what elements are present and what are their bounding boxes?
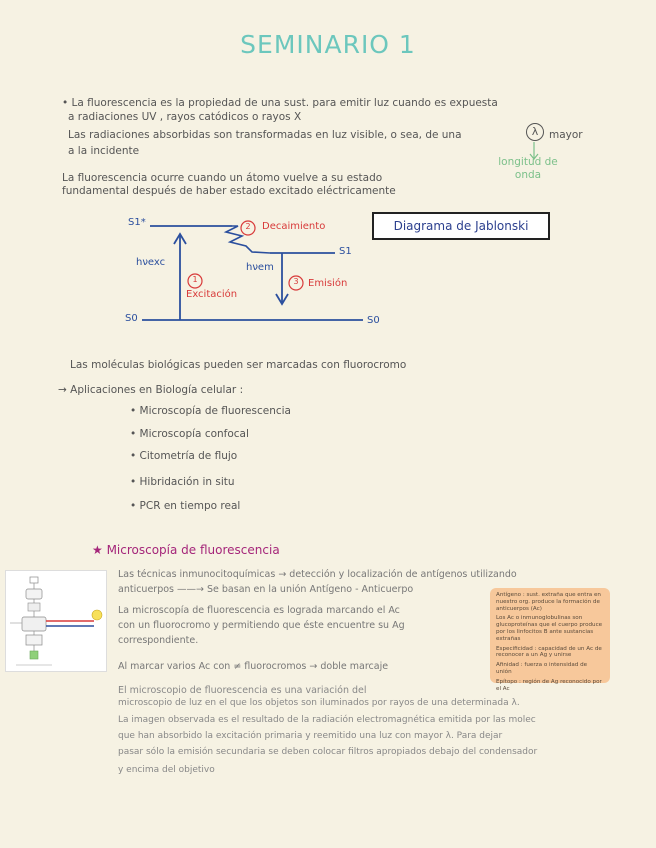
applications-item-4: • Hibridación in situ bbox=[130, 476, 235, 488]
applications-item-5: • PCR en tiempo real bbox=[130, 500, 241, 512]
intro-line-1: • La fluorescencia es la propiedad de una sust. para emitir luz cuando es expuesta bbox=[62, 97, 498, 109]
label-hv-exc: hνexc bbox=[136, 257, 166, 268]
note-line-5: Epítopo : región de Ag reconocido por el Ac bbox=[496, 678, 602, 692]
step-1-number: 1 bbox=[192, 275, 198, 284]
microscope-schematic bbox=[5, 570, 107, 672]
page-title: SEMINARIO 1 bbox=[240, 30, 416, 59]
step-3-label: Emisión bbox=[308, 278, 348, 289]
para-line-2: microscopio de luz en el que los objetos son iluminados por rayos de una determinada λ. bbox=[118, 698, 520, 708]
micro-line-5: correspondiente. bbox=[118, 635, 199, 646]
step-2-label: Decaimiento bbox=[262, 221, 326, 232]
applications-item-3: • Citometría de flujo bbox=[130, 450, 238, 462]
applications-header: → Aplicaciones en Biología celular : bbox=[58, 384, 244, 396]
note-line-2: Los Ac o inmunoglobulinas son glucoproteínas que el cuerpo produce por los linfocitos B ante sustancias extrañas bbox=[496, 615, 603, 642]
step-1-label: Excitación bbox=[186, 289, 238, 300]
micro-line-4: con un fluorocromo y permitiendo que éste encuentre su Ag bbox=[118, 620, 405, 631]
micro-line-1: Las técnicas inmunocitoquímicas → detección y localización de antígenos utilizando bbox=[118, 569, 517, 580]
para-line-3: La imagen observada es el resultado de la radiación electromagnética emitida por las molec bbox=[118, 715, 536, 725]
label-s0-left: S0 bbox=[125, 313, 138, 324]
antigen-note bbox=[490, 588, 610, 692]
lambda-annotation: longitud de onda bbox=[498, 156, 558, 181]
intro-line-2: a radiaciones UV , rayos catódicos o rayos X bbox=[68, 111, 302, 123]
label-s0-right: S0 bbox=[367, 315, 380, 326]
para-line-1: El microscopio de fluorescencia es una variación del bbox=[118, 685, 367, 696]
label-s1-star: S1* bbox=[128, 217, 146, 228]
micro-line-3: La microscopía de fluorescencia es lograda marcando el Ac bbox=[118, 605, 400, 616]
applications-lead: Las moléculas biológicas pueden ser marcadas con fluorocromo bbox=[70, 359, 407, 371]
note-line-1: Antígeno : sust. extraña que entra en nuestro org. produce la formación de anticuerpos (Ac) bbox=[496, 592, 601, 612]
intro-line-6: La fluorescencia ocurre cuando un átomo vuelve a su estado bbox=[62, 172, 383, 184]
para-line-4: que han absorbido la excitación primaria y reemitido una luz con mayor λ. Para dejar bbox=[118, 731, 503, 741]
applications-item-2: • Microscopía confocal bbox=[130, 428, 249, 440]
jablonski-title-box: Diagrama de Jablonski bbox=[372, 212, 550, 240]
step-2-number: 2 bbox=[245, 222, 251, 231]
micro-line-6: Al marcar varios Ac con ≠ fluorocromos → doble marcaje bbox=[118, 661, 389, 672]
para-line-6: y encima del objetivo bbox=[118, 765, 215, 775]
note-line-3: Especificidad : capacidad de un Ac de reconocer a un Ag y unirse bbox=[496, 645, 602, 659]
micro-line-2: anticuerpos ——→ Se basan en la unión Antígeno - Anticuerpo bbox=[118, 584, 414, 595]
lambda-circle: λ bbox=[526, 123, 544, 141]
label-s1: S1 bbox=[339, 246, 352, 257]
label-hv-em: hνem bbox=[246, 262, 274, 273]
para-line-5: pasar sólo la emisión secundaria se deben colocar filtros apropiados debajo del condensador bbox=[118, 747, 538, 757]
intro-line-3: Las radiaciones absorbidas son transformadas en luz visible, o sea, de una bbox=[68, 129, 462, 141]
step-3-number: 3 bbox=[293, 277, 299, 286]
note-line-4: Afinidad : fuerza o intensidad de unión bbox=[496, 662, 588, 675]
intro-line-4-tail: mayor bbox=[549, 129, 583, 141]
applications-item-1: • Microscopía de fluorescencia bbox=[130, 405, 291, 417]
microscopy-heading: ★ Microscopía de fluorescencia bbox=[92, 543, 280, 557]
intro-line-7: fundamental después de haber estado excitado eléctricamente bbox=[62, 185, 396, 197]
intro-line-5: a la incidente bbox=[68, 145, 140, 157]
